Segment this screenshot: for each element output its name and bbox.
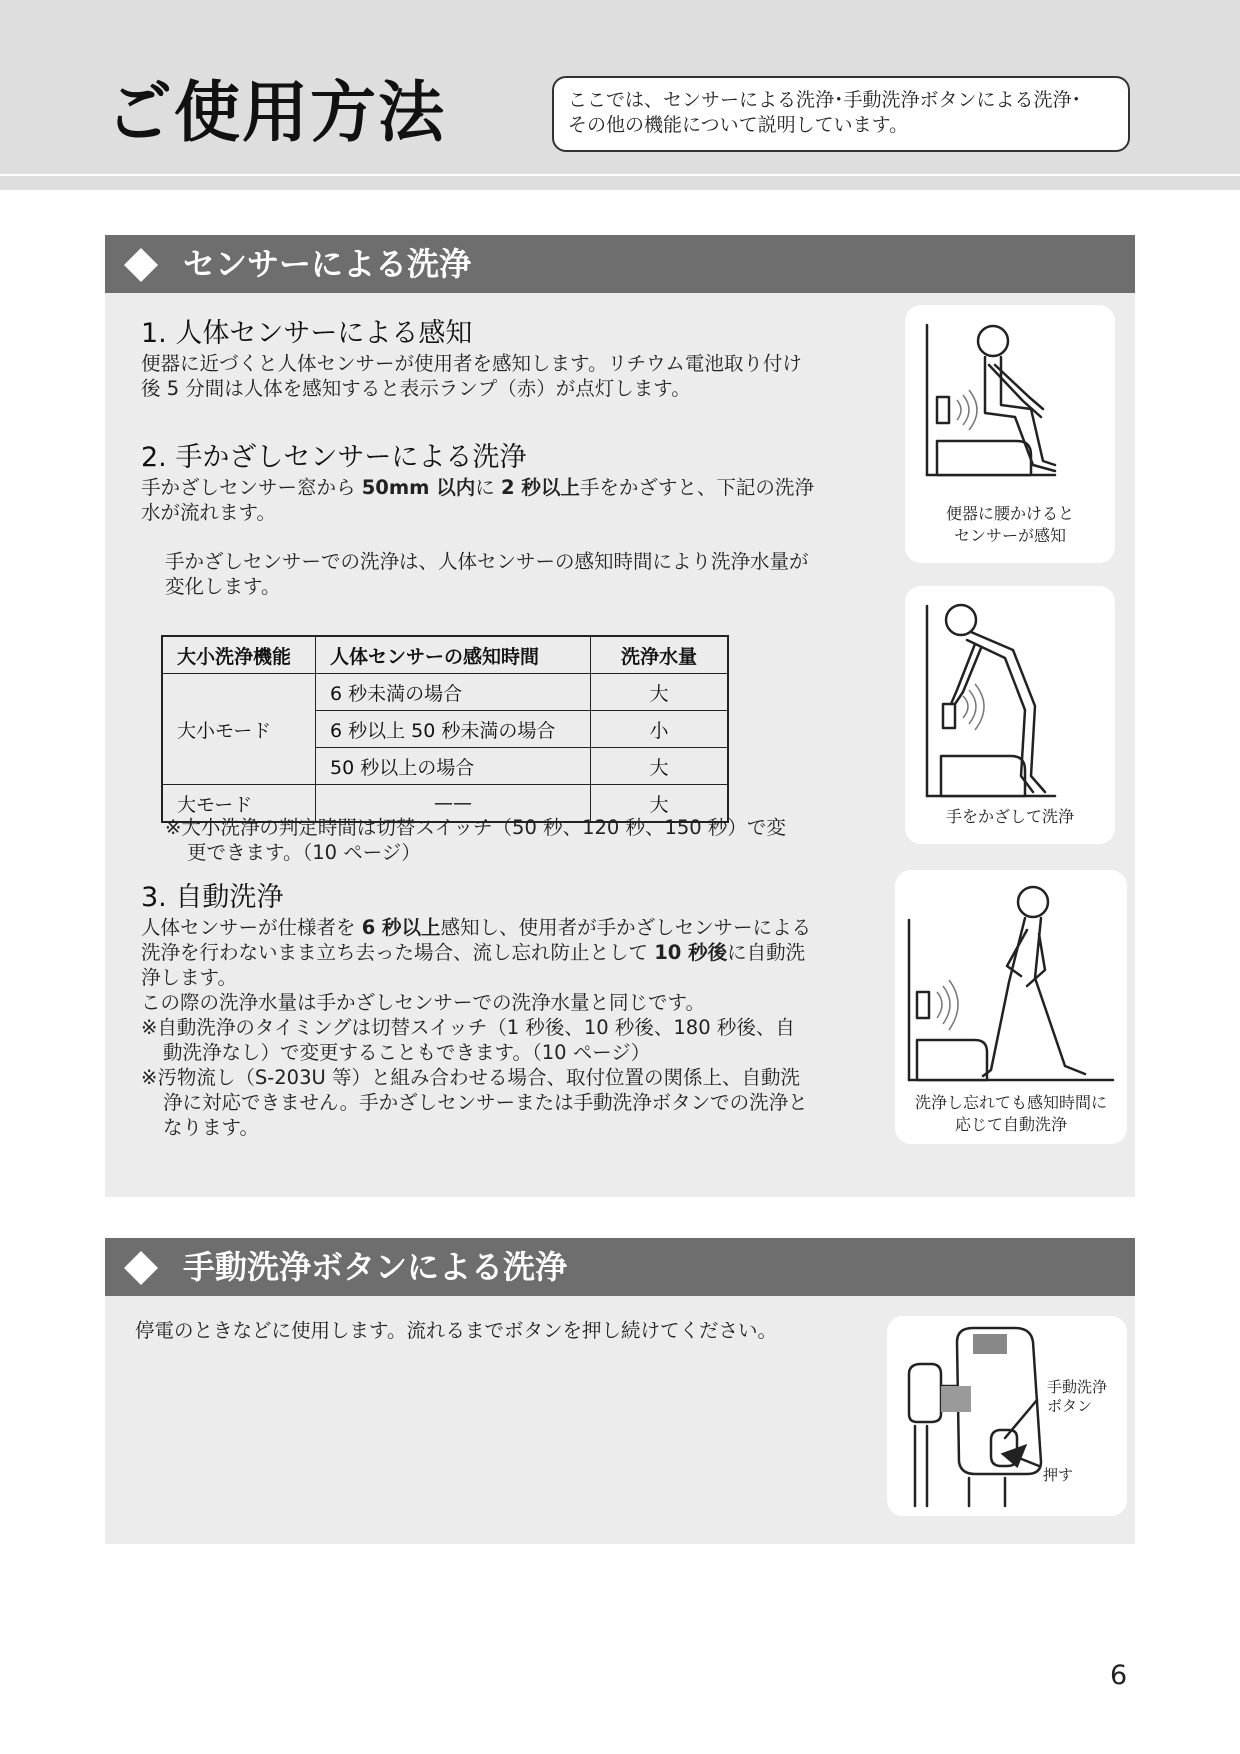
push-label: 押す [1043,1466,1074,1484]
table-row [162,674,728,711]
illustration-seated [905,305,1115,563]
diamond-icon [123,1250,159,1286]
manual-button-label: 手動洗浄 ボタン [1047,1378,1108,1415]
table-cell-volume: 大 [591,748,729,785]
table-cell-volume: 大 [591,785,729,823]
subheading-body-sensor: 1. 人体センサーによる感知 [141,318,473,349]
flush-valve-illustration [887,1316,1127,1516]
header-divider [0,176,1240,190]
table-cell-time: 6 秒以上 50 秒未満の場合 [316,711,591,748]
intro-line: その他の機能について説明しています。 [568,114,909,136]
diamond-icon [123,247,159,283]
illustration-hand-sensor [905,586,1115,844]
table-header-row [162,636,728,674]
hand-sensor-text: 手かざしセンサー窓から 50mm 以内に 2 秒以上手をかざすと、下記の洗浄 水が流れます。 [141,476,814,524]
intro-box [552,76,1130,152]
section-header [105,235,1135,293]
subheading-hand-sensor: 2. 手かざしセンサーによる洗浄 [141,442,527,473]
table-cell-volume: 小 [591,711,729,748]
section-header [105,1238,1135,1296]
hand-sensor-volume-text: 手かざしセンサーでの洗浄は、人体センサーの感知時間により洗浄水量が 変化します。 [165,550,809,598]
section-title: 手動洗浄ボタンによる洗浄 [183,1248,568,1286]
table-header: 洗浄水量 [591,636,729,674]
table-cell-mode: 大小モード [162,674,316,785]
intro-line: ここでは、センサーによる洗浄･手動洗浄ボタンによる洗浄･ [568,89,1082,111]
illustration-walking-away [895,870,1127,1144]
body-sensor-text: 便器に近づくと人体センサーが使用者を感知します。リチウム電池取り付け 後 5 分間は人体を感知すると表示ランプ（赤）が点灯します。 [141,352,802,400]
flush-volume-table [161,635,729,823]
auto-flush-text: 人体センサーが仕様者を 6 秒以上感知し、使用者が手かざしセンサーによる 洗浄を行わないまま立ち去った場合、流し忘れ防止として 10 秒後に自動洗 浄します。 この際の洗浄水量は手かざしセンサーでの洗浄水量と同じです。 ※自動洗浄のタイミングは切替スイッチ（1 秒後、10 秒後、180 秒後、自 動洗浄なし）で変更することもできます。（10 ページ） ※汚物流し（S-203U 等）と組み合わせる場合、取付位置の関係上、自動洗 浄に対応できません。手かざしセンサーまたは手動洗浄ボタンでの洗浄と なります。 [141,916,812,1139]
section-manual-flush [105,1238,1135,1544]
figure-caption: 洗浄し忘れても感知時間に 応じて自動洗浄 [914,1093,1107,1134]
table-cell-mode: 大モード [162,785,316,823]
page-number: 6 [1110,1660,1128,1691]
table-cell-time: —— [316,785,591,823]
page-title: ご使用方法 [106,74,446,151]
subheading-auto-flush: 3. 自動洗浄 [141,882,284,913]
figure-caption: 手をかざして洗浄 [945,807,1074,826]
illustration-manual-button [887,1316,1127,1516]
table-cell-time: 6 秒未満の場合 [316,674,591,711]
table-note: ※大小洗浄の判定時間は切替スイッチ（50 秒、120 秒、150 秒）で変 更できます。（10 ページ） [165,816,786,864]
section-sensor-flush [105,235,1135,1197]
table-cell-volume: 大 [591,674,729,711]
table-cell-time: 50 秒以上の場合 [316,748,591,785]
table-header: 人体センサーの感知時間 [316,636,591,674]
section-title: センサーによる洗浄 [183,245,472,283]
manual-flush-text: 停電のときなどに使用します。流れるまでボタンを押し続けてください。 [135,1319,777,1342]
figure-caption: 便器に腰かけると センサーが感知 [945,504,1074,545]
table-header: 大小洗浄機能 [162,636,316,674]
